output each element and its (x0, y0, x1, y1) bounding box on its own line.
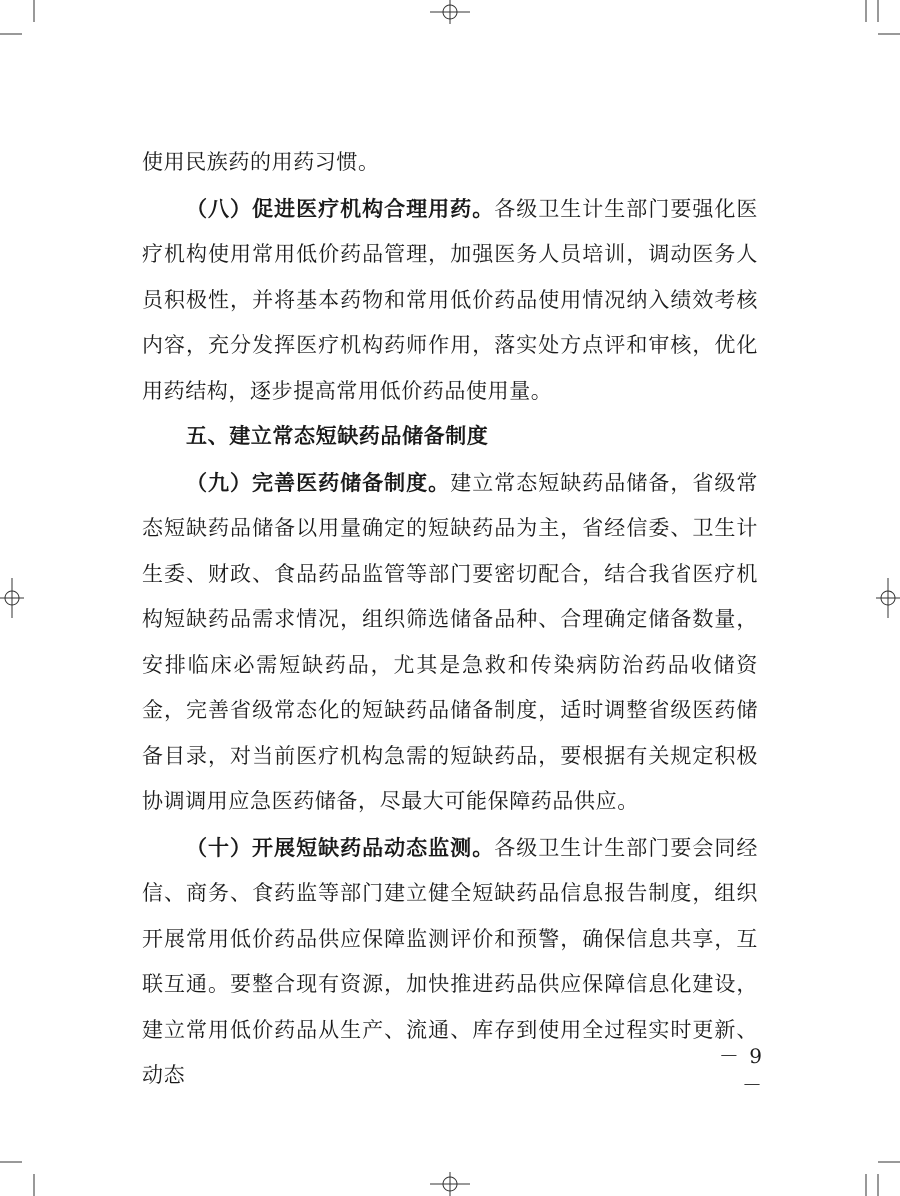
paragraph-text: 使用民族药的用药习惯。 (142, 150, 380, 174)
paragraph-eight (142, 186, 758, 415)
paragraph-ten (142, 825, 758, 1099)
paragraph-lead: （八）促进医疗机构合理用药。 (186, 195, 495, 221)
paragraph-lead: （九）完善医药储备制度。 (186, 469, 451, 495)
registration-target-right (876, 578, 900, 618)
registration-target-top (430, 0, 470, 24)
page-number: － 9 － (718, 1044, 764, 1097)
registration-target-bottom (430, 1172, 470, 1196)
paragraph-lead: （十）开展短缺药品动态监测。 (186, 834, 495, 860)
body-text (142, 140, 758, 1099)
paragraph-nine (142, 460, 758, 825)
paragraph-text: 各级卫生计生部门要强化医疗机构使用常用低价药品管理，加强医务人员培训，调动医务人员积极性，并将基本药物和常用低价药品使用情况纳入绩效考核内容，充分发挥医疗机构药师作用，落实处方点评和审核，优化用药结构，逐步提高常用低价药品使用量。 (142, 196, 758, 403)
section-heading: 五、建立常态短缺药品储备制度 (186, 424, 489, 448)
registration-target-left (0, 578, 24, 618)
paragraph-text: 各级卫生计生部门要会同经信、商务、食药监等部门建立健全短缺药品信息报告制度，组织开展常用低价药品供应保障监测评价和预警，确保信息共享，互联互通。要整合现有资源，加快推进药品供应保障信息化建设，建立常用低价药品从生产、流通、库存到使用全过程实时更新、动态 (142, 835, 758, 1087)
paragraph-text: 建立常态短缺药品储备，省级常态短缺药品储备以用量确定的短缺药品为主，省经信委、卫生计生委、财政、食品药品监管等部门要密切配合，结合我省医疗机构短缺药品需求情况，组织筛选储备品种、合理确定储备数量，安排临床必需短缺药品，尤其是急救和传染病防治药品收储资金，完善省级常态化的短缺药品储备制度，适时调整省级医药储备目录，对当前医疗机构急需的短缺药品，要根据有关规定积极协调调用应急医药储备，尽最大可能保障药品供应。 (142, 470, 758, 813)
paragraph-continuation (142, 140, 758, 186)
